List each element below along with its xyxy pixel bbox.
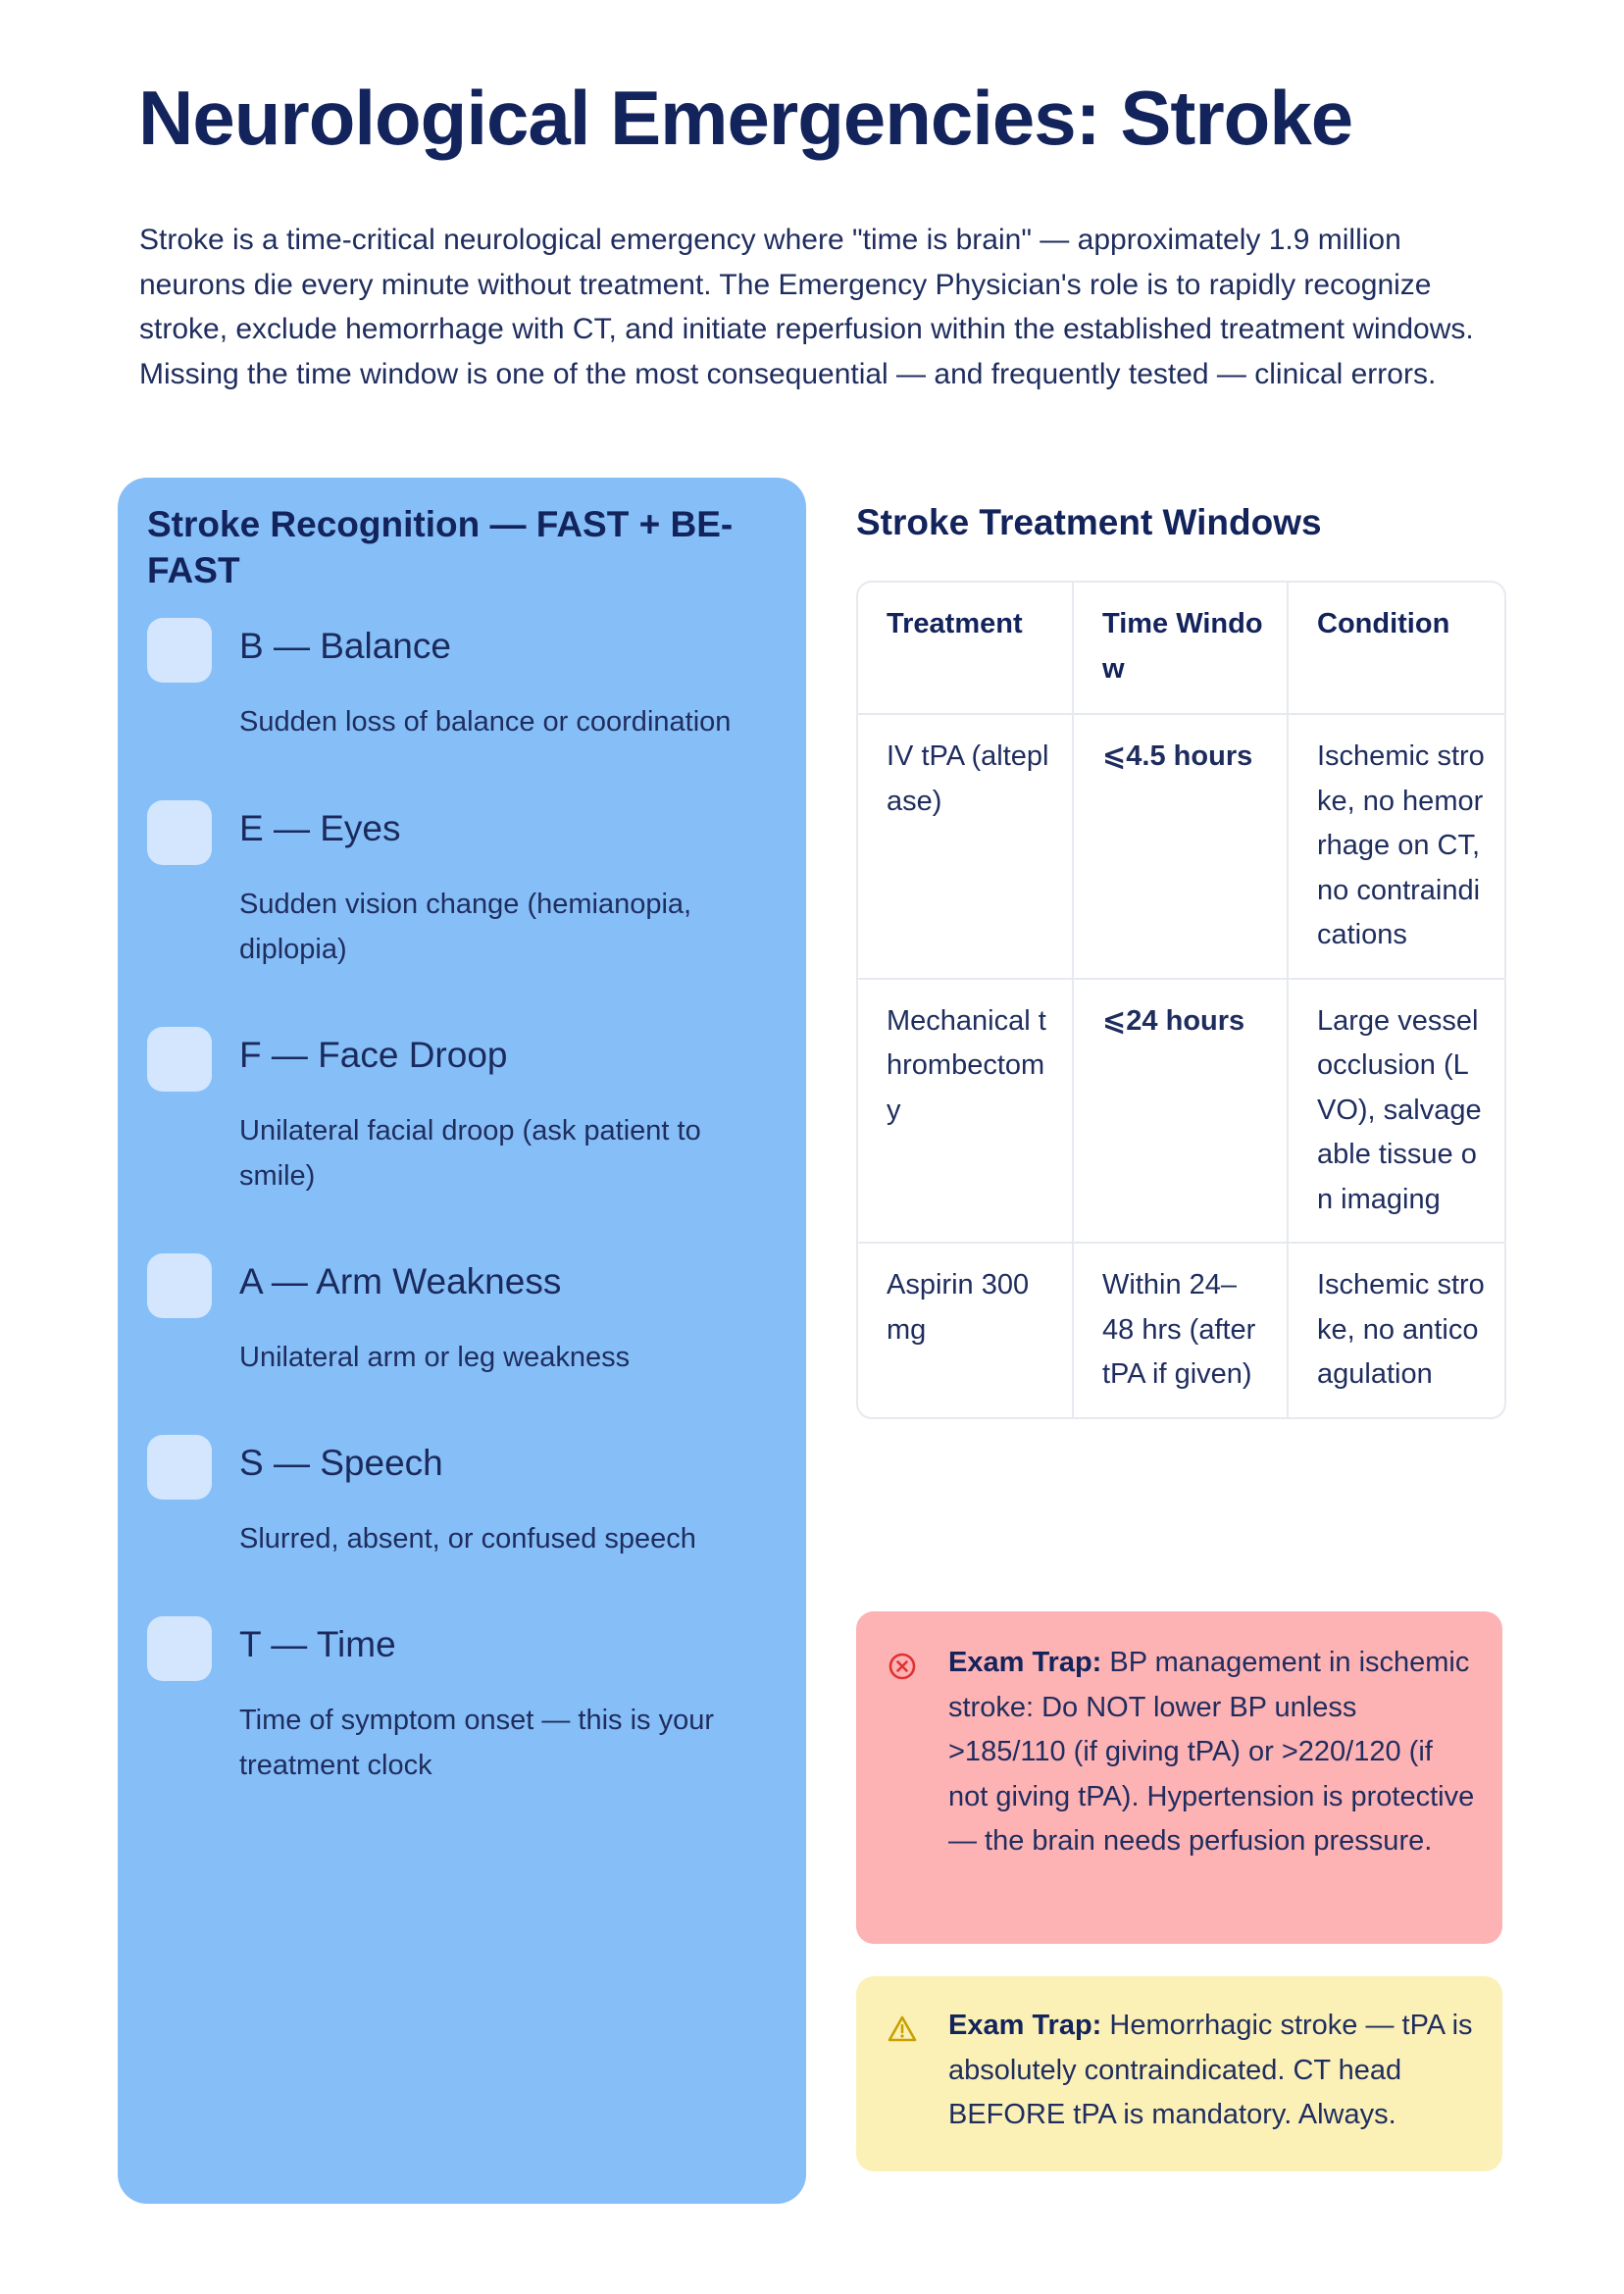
table-cell: Ischemic stroke, no anticoagulation [1317, 1269, 1485, 1390]
table-cell: IV tPA (alteplase) [858, 715, 1074, 980]
fast-item-heading: T — Time [239, 1624, 396, 1664]
table-cell: Large vessel occlusion (LVO), salvageable tissue on imaging [1289, 980, 1504, 1245]
checkbox[interactable] [147, 800, 212, 865]
table-cell: Ischemic stroke, no hemorrhage on CT, no contraindications [1289, 715, 1504, 980]
column-header: Condition [1289, 583, 1504, 715]
alert-text [948, 2004, 1478, 2138]
table-row [858, 1244, 1504, 1417]
intro-paragraph: Stroke is a time-critical neurological emergency where "time is brain" — approximately 1.9 million neurons die every minute without treatment. The Emergency Physician's role is to rapidly recognize stroke, exclude hemorrhage with CT, and initiate reperfusion within the established treatment windows. Missing the time window is one of the most consequential — and frequently tested — clinical errors. [139, 224, 1474, 390]
checkbox[interactable] [147, 1435, 212, 1500]
fast-item-description: Unilateral arm or leg weakness [239, 1342, 631, 1373]
table-cell: ⩽24 hours [1074, 980, 1289, 1245]
table-cell: ⩽4.5 hours [1074, 715, 1289, 980]
table-header-row [858, 583, 1504, 715]
table-cell: Aspirin 300 mg [858, 1244, 1074, 1417]
alert-body: BP management in ischemic stroke: Do NOT lower BP unless >185/110 (if giving tPA) or >220/120 (if not giving tPA). Hypertension is protective — the brain needs perfusion pressure. [948, 1647, 1475, 1857]
fast-item-heading: A — Arm Weakness [239, 1261, 562, 1301]
fast-item-description: Time of symptom onset — this is your treatment clock [239, 1705, 715, 1781]
column-header: Treatment [858, 583, 1074, 715]
checkbox[interactable] [147, 1616, 212, 1681]
table-cell: Within 24–48 hrs (after tPA if given) [1074, 1244, 1289, 1417]
fast-panel-title: Stroke Recognition — FAST + BE-FAST [147, 504, 734, 590]
fast-item-heading: E — Eyes [239, 808, 401, 848]
alert-body: Hemorrhagic stroke — tPA is absolutely contraindicated. CT head BEFORE tPA is mandatory. Always. [948, 2010, 1473, 2130]
treatment-table [856, 581, 1506, 1419]
alert-label: Exam Trap: [948, 1647, 1102, 1678]
page-title: Neurological Emergencies: Stroke [138, 75, 1353, 161]
exam-trap-alert-yellow [856, 1976, 1502, 2171]
alert-label: Exam Trap: [948, 2010, 1102, 2041]
warning-triangle-icon [887, 2014, 918, 2045]
fast-item-heading: F — Face Droop [239, 1035, 508, 1075]
fast-item-description: Unilateral facial droop (ask patient to smile) [239, 1115, 701, 1192]
error-circle-icon [887, 1651, 918, 1682]
fast-item-description: Sudden vision change (hemianopia, diplopia) [239, 889, 692, 965]
table-row [858, 980, 1504, 1245]
table-cell: Mechanical thrombectomy [858, 980, 1074, 1245]
fast-item-heading: S — Speech [239, 1443, 443, 1483]
checkbox[interactable] [147, 1253, 212, 1318]
checkbox[interactable] [147, 1027, 212, 1092]
fast-item-description: Slurred, absent, or confused speech [239, 1523, 696, 1555]
treatment-table-title: Stroke Treatment Windows [856, 502, 1322, 542]
checkbox[interactable] [147, 618, 212, 683]
column-header: Time Window [1074, 583, 1289, 715]
table-row [858, 715, 1504, 980]
fast-item-heading: B — Balance [239, 626, 451, 666]
fast-panel [118, 478, 806, 2204]
fast-item-description: Sudden loss of balance or coordination [239, 706, 732, 738]
exam-trap-alert-red [856, 1611, 1502, 1944]
alert-text [948, 1641, 1478, 1864]
